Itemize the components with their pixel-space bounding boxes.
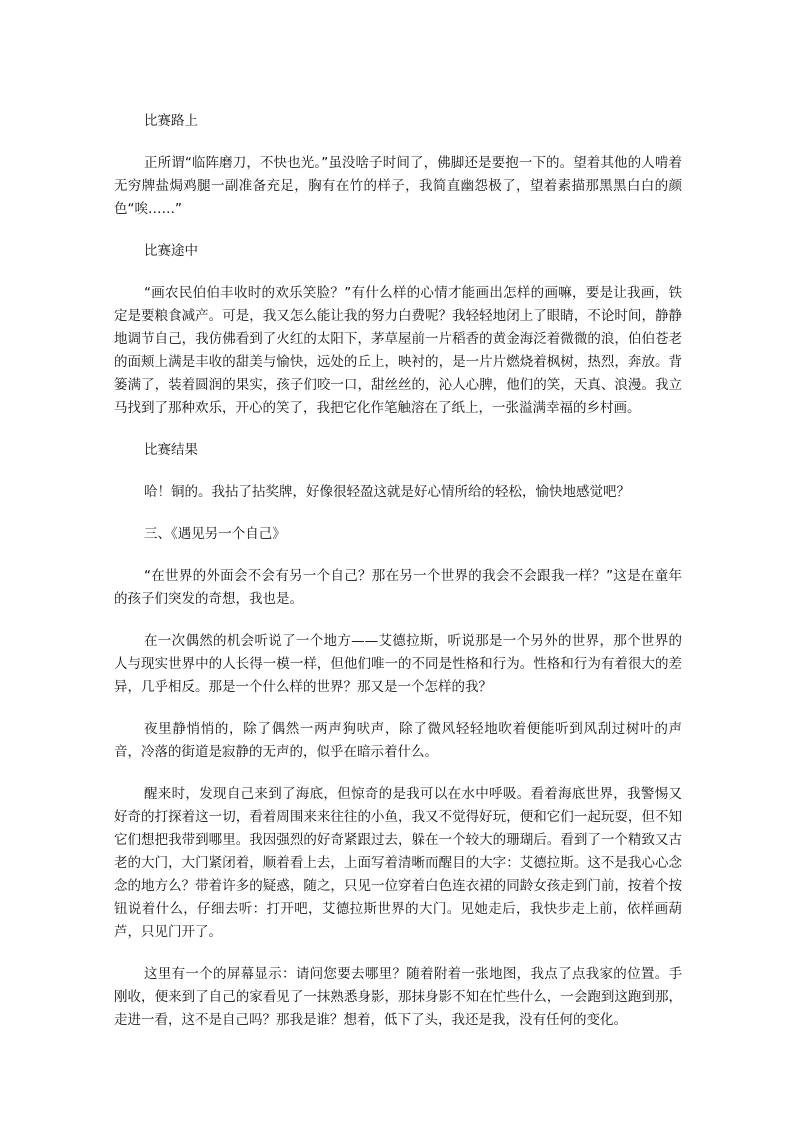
paragraph: 这里有一个的屏幕显示：请问您要去哪里？随着附着一张地图，我点了点我家的位置。手刚收，便来到了自己的家看见了一抹熟悉身影，那抹身影不知在忙些什么，一会跑到这跑到那，走进一看，这不是自己吗？那我是谁？想着，低下了头，我还是我，没有任何的变化。 <box>114 966 682 1028</box>
section-heading-race-on-the-way: 比赛路上 <box>144 113 198 129</box>
section-heading-essay-title: 三、《遇见另一个自己》 <box>144 526 286 542</box>
section-heading-during-race: 比赛途中 <box>144 243 198 259</box>
paragraph: 正所谓“临阵磨刀，不快也光。”虽没啥子时间了，佛脚还是要抱一下的。望着其他的人啃着无穷牌盐焗鸡腿一副准备充足，胸有在竹的样子，我简直幽怨极了，望着素描那黑黑白白的颜色“唉……” <box>114 155 682 217</box>
paragraph: 夜里静悄悄的，除了偶然一两声狗吠声，除了微风轻轻地吹着便能听到风刮过树叶的声音，冷落的街道是寂静的无声的，似乎在暗示着什么。 <box>114 721 682 760</box>
paragraph: “画农民伯伯丰收时的欢乐笑脸？”有什么样的心情才能画出怎样的画嘛，要是让我画，铁定是要粮食减产。可是，我又怎么能让我的努力白费呢？我轻轻地闭上了眼睛，不论时间，静静地调节自己，我仿佛看到了火红的太阳下，茅草屋前一片稻香的黄金海泛着微微的浪，伯伯苍老的面颊上满是丰收的甜美与愉快，远处的丘上，映衬的，是一片片燃烧着枫树，热烈，奔放。背篓满了，装着圆润的果实，孩子们咬一口，甜丝丝的，沁人心脾，他们的笑，天真、浪漫。我立马找到了那种欢乐，开心的笑了，我把它化作笔触溶在了纸上，一张溢满幸福的乡村画。 <box>114 285 682 416</box>
paragraph: 醒来时，发现自己来到了海底，但惊奇的是我可以在水中呼吸。看着海底世界，我警惕又好奇的打探着这一切，看着周围来来往往的小鱼，我又不觉得好玩，便和它们一起玩耍，但不知它们想把我带到哪里。我因强烈的好奇紧跟过去，躲在一个较大的珊瑚后。看到了一个精致又古老的大门，大门紧闭着，顺着看上去，上面写着清晰而醒目的大字：艾德拉斯。这不是我心心念念的地方么？带着许多的疑惑，随之，只见一位穿着白色连衣裙的同龄女孩走到门前，按着个按钮说着什么，仔细去听：打开吧，艾德拉斯世界的大门。见她走后，我快步走上前，依样画葫芦，只见门开了。 <box>114 786 682 940</box>
document-page <box>114 110 682 1051</box>
paragraph: 哈！铜的。我拈了拈奖牌，好像很轻盈这就是好心情所给的轻松，愉快地感觉吧？ <box>144 484 630 500</box>
section-heading-race-result: 比赛结果 <box>144 442 198 458</box>
paragraph: “在世界的外面会不会有另一个自己？那在另一个世界的我会不会跟我一样？”这是在童年的孩子们突发的奇想，我也是。 <box>114 568 682 607</box>
paragraph: 在一次偶然的机会听说了一个地方——艾德拉斯，听说那是一个另外的世界，那个世界的人与现实世界中的人长得一模一样，但他们唯一的不同是性格和行为。性格和行为有着很大的差异，几乎相反。那是一个什么样的世界？那又是一个怎样的我？ <box>114 633 682 695</box>
